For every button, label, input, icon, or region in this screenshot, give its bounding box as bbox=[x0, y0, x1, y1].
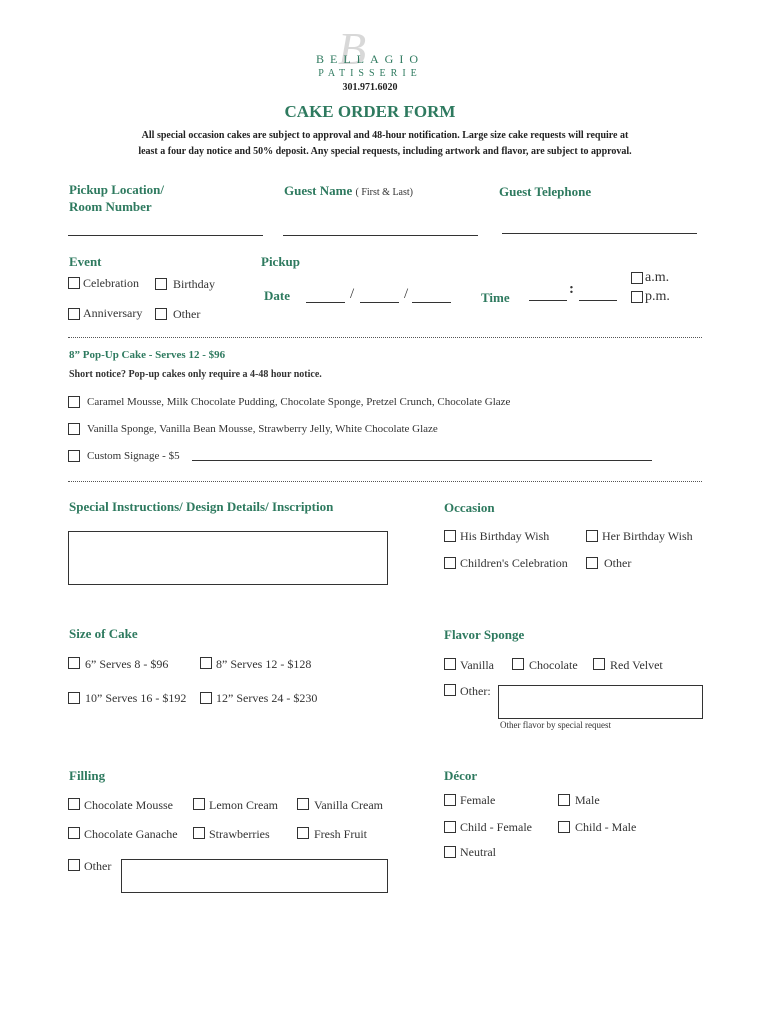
am-checkbox[interactable] bbox=[631, 272, 643, 284]
flavor-note: Other flavor by special request bbox=[500, 720, 611, 730]
date-separator-2: / bbox=[404, 286, 409, 302]
filling-vanilla-cream-label: Vanilla Cream bbox=[314, 798, 383, 812]
pm-label: p.m. bbox=[645, 289, 670, 304]
size-10-label: 10” Serves 16 - $192 bbox=[85, 691, 187, 705]
page-title: CAKE ORDER FORM bbox=[284, 102, 456, 121]
size-8-label: 8” Serves 12 - $128 bbox=[216, 657, 312, 671]
occasion-other-checkbox[interactable] bbox=[586, 557, 598, 569]
event-anniversary-label: Anniversary bbox=[83, 306, 143, 320]
custom-signage-field[interactable] bbox=[192, 460, 652, 461]
flavor-other-label: Other: bbox=[460, 684, 491, 698]
decor-male-label: Male bbox=[575, 793, 600, 807]
decor-neutral-label: Neutral bbox=[460, 845, 496, 859]
guest-name-field[interactable] bbox=[283, 235, 478, 236]
date-year-field[interactable] bbox=[412, 302, 451, 303]
occasion-his-birthday-checkbox[interactable] bbox=[444, 530, 456, 542]
pm-checkbox[interactable] bbox=[631, 291, 643, 303]
pickup-location-label-line1: Pickup Location/ bbox=[69, 182, 164, 197]
guest-name-label bbox=[284, 183, 413, 199]
occasion-her-birthday-checkbox[interactable] bbox=[586, 530, 598, 542]
flavor-vanilla-label: Vanilla bbox=[460, 658, 494, 672]
approval-notice bbox=[60, 128, 710, 160]
flavor-vanilla-checkbox[interactable] bbox=[444, 658, 456, 670]
filling-lemon-cream-label: Lemon Cream bbox=[209, 798, 278, 812]
flavor-red-velvet-checkbox[interactable] bbox=[593, 658, 605, 670]
size-10-checkbox[interactable] bbox=[68, 692, 80, 704]
flavor-red-velvet-label: Red Velvet bbox=[610, 658, 663, 672]
filling-other-label: Other bbox=[84, 859, 112, 873]
filling-chocolate-ganache-label: Chocolate Ganache bbox=[84, 827, 178, 841]
pickup-heading: Pickup bbox=[261, 254, 301, 269]
filling-strawberries-checkbox[interactable] bbox=[193, 827, 205, 839]
guest-name-label-text: Guest Name bbox=[284, 183, 353, 198]
guest-telephone-label: Guest Telephone bbox=[499, 184, 592, 199]
time-hour-field[interactable] bbox=[529, 300, 567, 301]
occasion-children-label: Children's Celebration bbox=[460, 556, 568, 570]
phone-number: 301.971.6020 bbox=[342, 82, 398, 93]
logo-monogram: B bbox=[338, 23, 367, 74]
decor-child-male-label: Child - Male bbox=[575, 820, 637, 834]
popup-option-caramel-checkbox[interactable] bbox=[68, 396, 80, 408]
size-heading: Size of Cake bbox=[69, 626, 138, 641]
filling-fresh-fruit-label: Fresh Fruit bbox=[314, 827, 368, 841]
popup-custom-signage-checkbox[interactable] bbox=[68, 450, 80, 462]
decor-child-female-label: Child - Female bbox=[460, 820, 532, 834]
pickup-location-label bbox=[69, 181, 164, 215]
guest-name-hint: ( First & Last) bbox=[355, 187, 413, 198]
date-month-field[interactable] bbox=[306, 302, 345, 303]
time-minute-field[interactable] bbox=[579, 300, 617, 301]
size-6-checkbox[interactable] bbox=[68, 657, 80, 669]
occasion-children-checkbox[interactable] bbox=[444, 557, 456, 569]
popup-custom-signage-label: Custom Signage - $5 bbox=[87, 450, 180, 462]
filling-other-field[interactable] bbox=[121, 859, 388, 893]
decor-male-checkbox[interactable] bbox=[558, 794, 570, 806]
occasion-his-birthday-label: His Birthday Wish bbox=[460, 529, 550, 543]
occasion-other-label: Other bbox=[604, 556, 632, 570]
occasion-her-birthday-label: Her Birthday Wish bbox=[602, 529, 693, 543]
size-12-label: 12” Serves 24 - $230 bbox=[216, 691, 318, 705]
filling-fresh-fruit-checkbox[interactable] bbox=[297, 827, 309, 839]
flavor-chocolate-label: Chocolate bbox=[529, 658, 578, 672]
filling-other-checkbox[interactable] bbox=[68, 859, 80, 871]
time-separator: : bbox=[569, 281, 574, 297]
popup-notice: Short notice? Pop-up cakes only require a 4-48 hour notice. bbox=[69, 369, 322, 380]
time-label: Time bbox=[481, 290, 510, 305]
popup-option-vanilla-label: Vanilla Sponge, Vanilla Bean Mousse, Strawberry Jelly, White Chocolate Glaze bbox=[87, 423, 438, 435]
approval-notice-line1: All special occasion cakes are subject to approval and 48-hour notification. Large size cake requests will require at bbox=[141, 130, 629, 141]
section-divider-1 bbox=[68, 337, 702, 338]
pickup-location-field[interactable] bbox=[68, 235, 263, 236]
section-divider-2 bbox=[68, 481, 702, 482]
approval-notice-line2: least a four day notice and 50% deposit. Any special requests, including artwork and flavor, are subject to approval. bbox=[138, 146, 632, 157]
special-instructions-heading: Special Instructions/ Design Details/ Inscription bbox=[69, 499, 334, 514]
date-separator-1: / bbox=[350, 286, 355, 302]
popup-cake-heading: 8” Pop-Up Cake - Serves 12 - $96 bbox=[69, 349, 226, 361]
filling-chocolate-mousse-label: Chocolate Mousse bbox=[84, 798, 173, 812]
decor-child-male-checkbox[interactable] bbox=[558, 821, 570, 833]
decor-heading: Décor bbox=[444, 768, 478, 783]
size-8-checkbox[interactable] bbox=[200, 657, 212, 669]
size-12-checkbox[interactable] bbox=[200, 692, 212, 704]
decor-female-label: Female bbox=[460, 793, 496, 807]
size-6-label: 6” Serves 8 - $96 bbox=[85, 657, 169, 671]
special-instructions-field[interactable] bbox=[68, 531, 388, 585]
decor-child-female-checkbox[interactable] bbox=[444, 821, 456, 833]
am-label: a.m. bbox=[645, 270, 670, 285]
event-anniversary-checkbox[interactable] bbox=[68, 308, 80, 320]
popup-option-vanilla-checkbox[interactable] bbox=[68, 423, 80, 435]
filling-lemon-cream-checkbox[interactable] bbox=[193, 798, 205, 810]
flavor-other-checkbox[interactable] bbox=[444, 684, 456, 696]
flavor-chocolate-checkbox[interactable] bbox=[512, 658, 524, 670]
filling-strawberries-label: Strawberries bbox=[209, 827, 270, 841]
event-birthday-label: Birthday bbox=[173, 277, 215, 291]
guest-telephone-field[interactable] bbox=[502, 233, 697, 234]
event-celebration-checkbox[interactable] bbox=[68, 277, 80, 289]
event-other-checkbox[interactable] bbox=[155, 308, 167, 320]
brand-subtitle: PATISSERIE bbox=[318, 68, 422, 79]
flavor-heading: Flavor Sponge bbox=[444, 627, 525, 642]
filling-chocolate-ganache-checkbox[interactable] bbox=[68, 827, 80, 839]
event-heading: Event bbox=[69, 254, 102, 269]
popup-option-caramel-label: Caramel Mousse, Milk Chocolate Pudding, Chocolate Sponge, Pretzel Crunch, Chocolate Glaze bbox=[87, 396, 511, 408]
decor-neutral-checkbox[interactable] bbox=[444, 846, 456, 858]
event-birthday-checkbox[interactable] bbox=[155, 278, 167, 290]
event-other-label: Other bbox=[173, 307, 201, 321]
brand-name: BELLAGIO bbox=[316, 52, 424, 66]
filling-chocolate-mousse-checkbox[interactable] bbox=[68, 798, 80, 810]
date-label: Date bbox=[264, 288, 290, 303]
date-day-field[interactable] bbox=[360, 302, 399, 303]
occasion-heading: Occasion bbox=[444, 500, 495, 515]
pickup-location-label-line2: Room Number bbox=[69, 199, 152, 214]
filling-vanilla-cream-checkbox[interactable] bbox=[297, 798, 309, 810]
decor-female-checkbox[interactable] bbox=[444, 794, 456, 806]
event-celebration-label: Celebration bbox=[83, 276, 139, 290]
filling-heading: Filling bbox=[69, 768, 106, 783]
flavor-other-field[interactable] bbox=[498, 685, 703, 719]
